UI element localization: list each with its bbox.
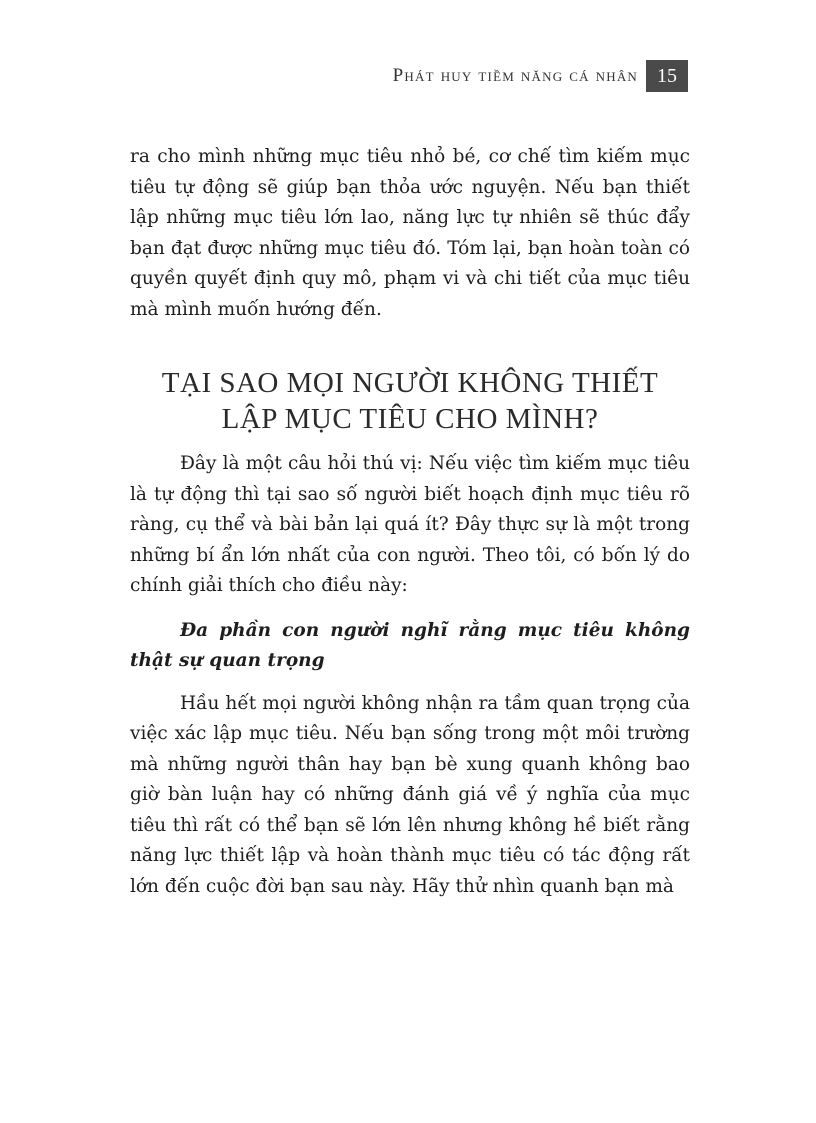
running-header	[393, 60, 688, 92]
page-number: 15	[646, 60, 688, 92]
section-heading-line-2: LẬP MỤC TIÊU CHO MÌNH?	[221, 403, 599, 435]
sub-heading: Đa phần con người nghĩ rằng mục tiêu không thật sự quan trọng	[130, 619, 690, 671]
section-heading-line-1: TẠI SAO MỌI NGƯỜI KHÔNG THIẾT	[161, 367, 659, 399]
body-paragraph-3: Hầu hết mọi người không nhận ra tầm quan trọng của việc xác lập mục tiêu. Nếu bạn sống trong một môi trường mà những người thân hay bạn bè xung quanh không bao giờ bàn luận hay có những đánh giá về ý nghĩa của mục tiêu thì rất có thể bạn sẽ lớn lên nhưng không hề biết rằng năng lực thiết lập và hoàn thành mục tiêu có tác động rất lớn đến cuộc đời bạn sau này. Hãy thử nhìn quanh bạn mà	[130, 692, 690, 897]
body-paragraph-1: ra cho mình những mục tiêu nhỏ bé, cơ chế tìm kiếm mục tiêu tự động sẽ giúp bạn thỏa ước nguyện. Nếu bạn thiết lập những mục tiêu lớn lao, năng lực tự nhiên sẽ thúc đẩy bạn đạt được những mục tiêu đó. Tóm lại, bạn hoàn toàn có quyền quyết định quy mô, phạm vi và chi tiết của mục tiêu mà mình muốn hướng đến.	[130, 146, 690, 320]
section-heading	[130, 365, 690, 437]
page-body	[130, 142, 690, 902]
body-paragraph-2: Đây là một câu hỏi thú vị: Nếu việc tìm kiếm mục tiêu là tự động thì tại sao số người biết hoạch định mục tiêu rõ ràng, cụ thể và bài bản lại quá ít? Đây thực sự là một trong những bí ẩn lớn nhất của con người. Theo tôi, có bốn lý do chính giải thích cho điều này:	[130, 453, 690, 596]
running-title: Phát huy tiềm năng cá nhân	[392, 65, 638, 86]
